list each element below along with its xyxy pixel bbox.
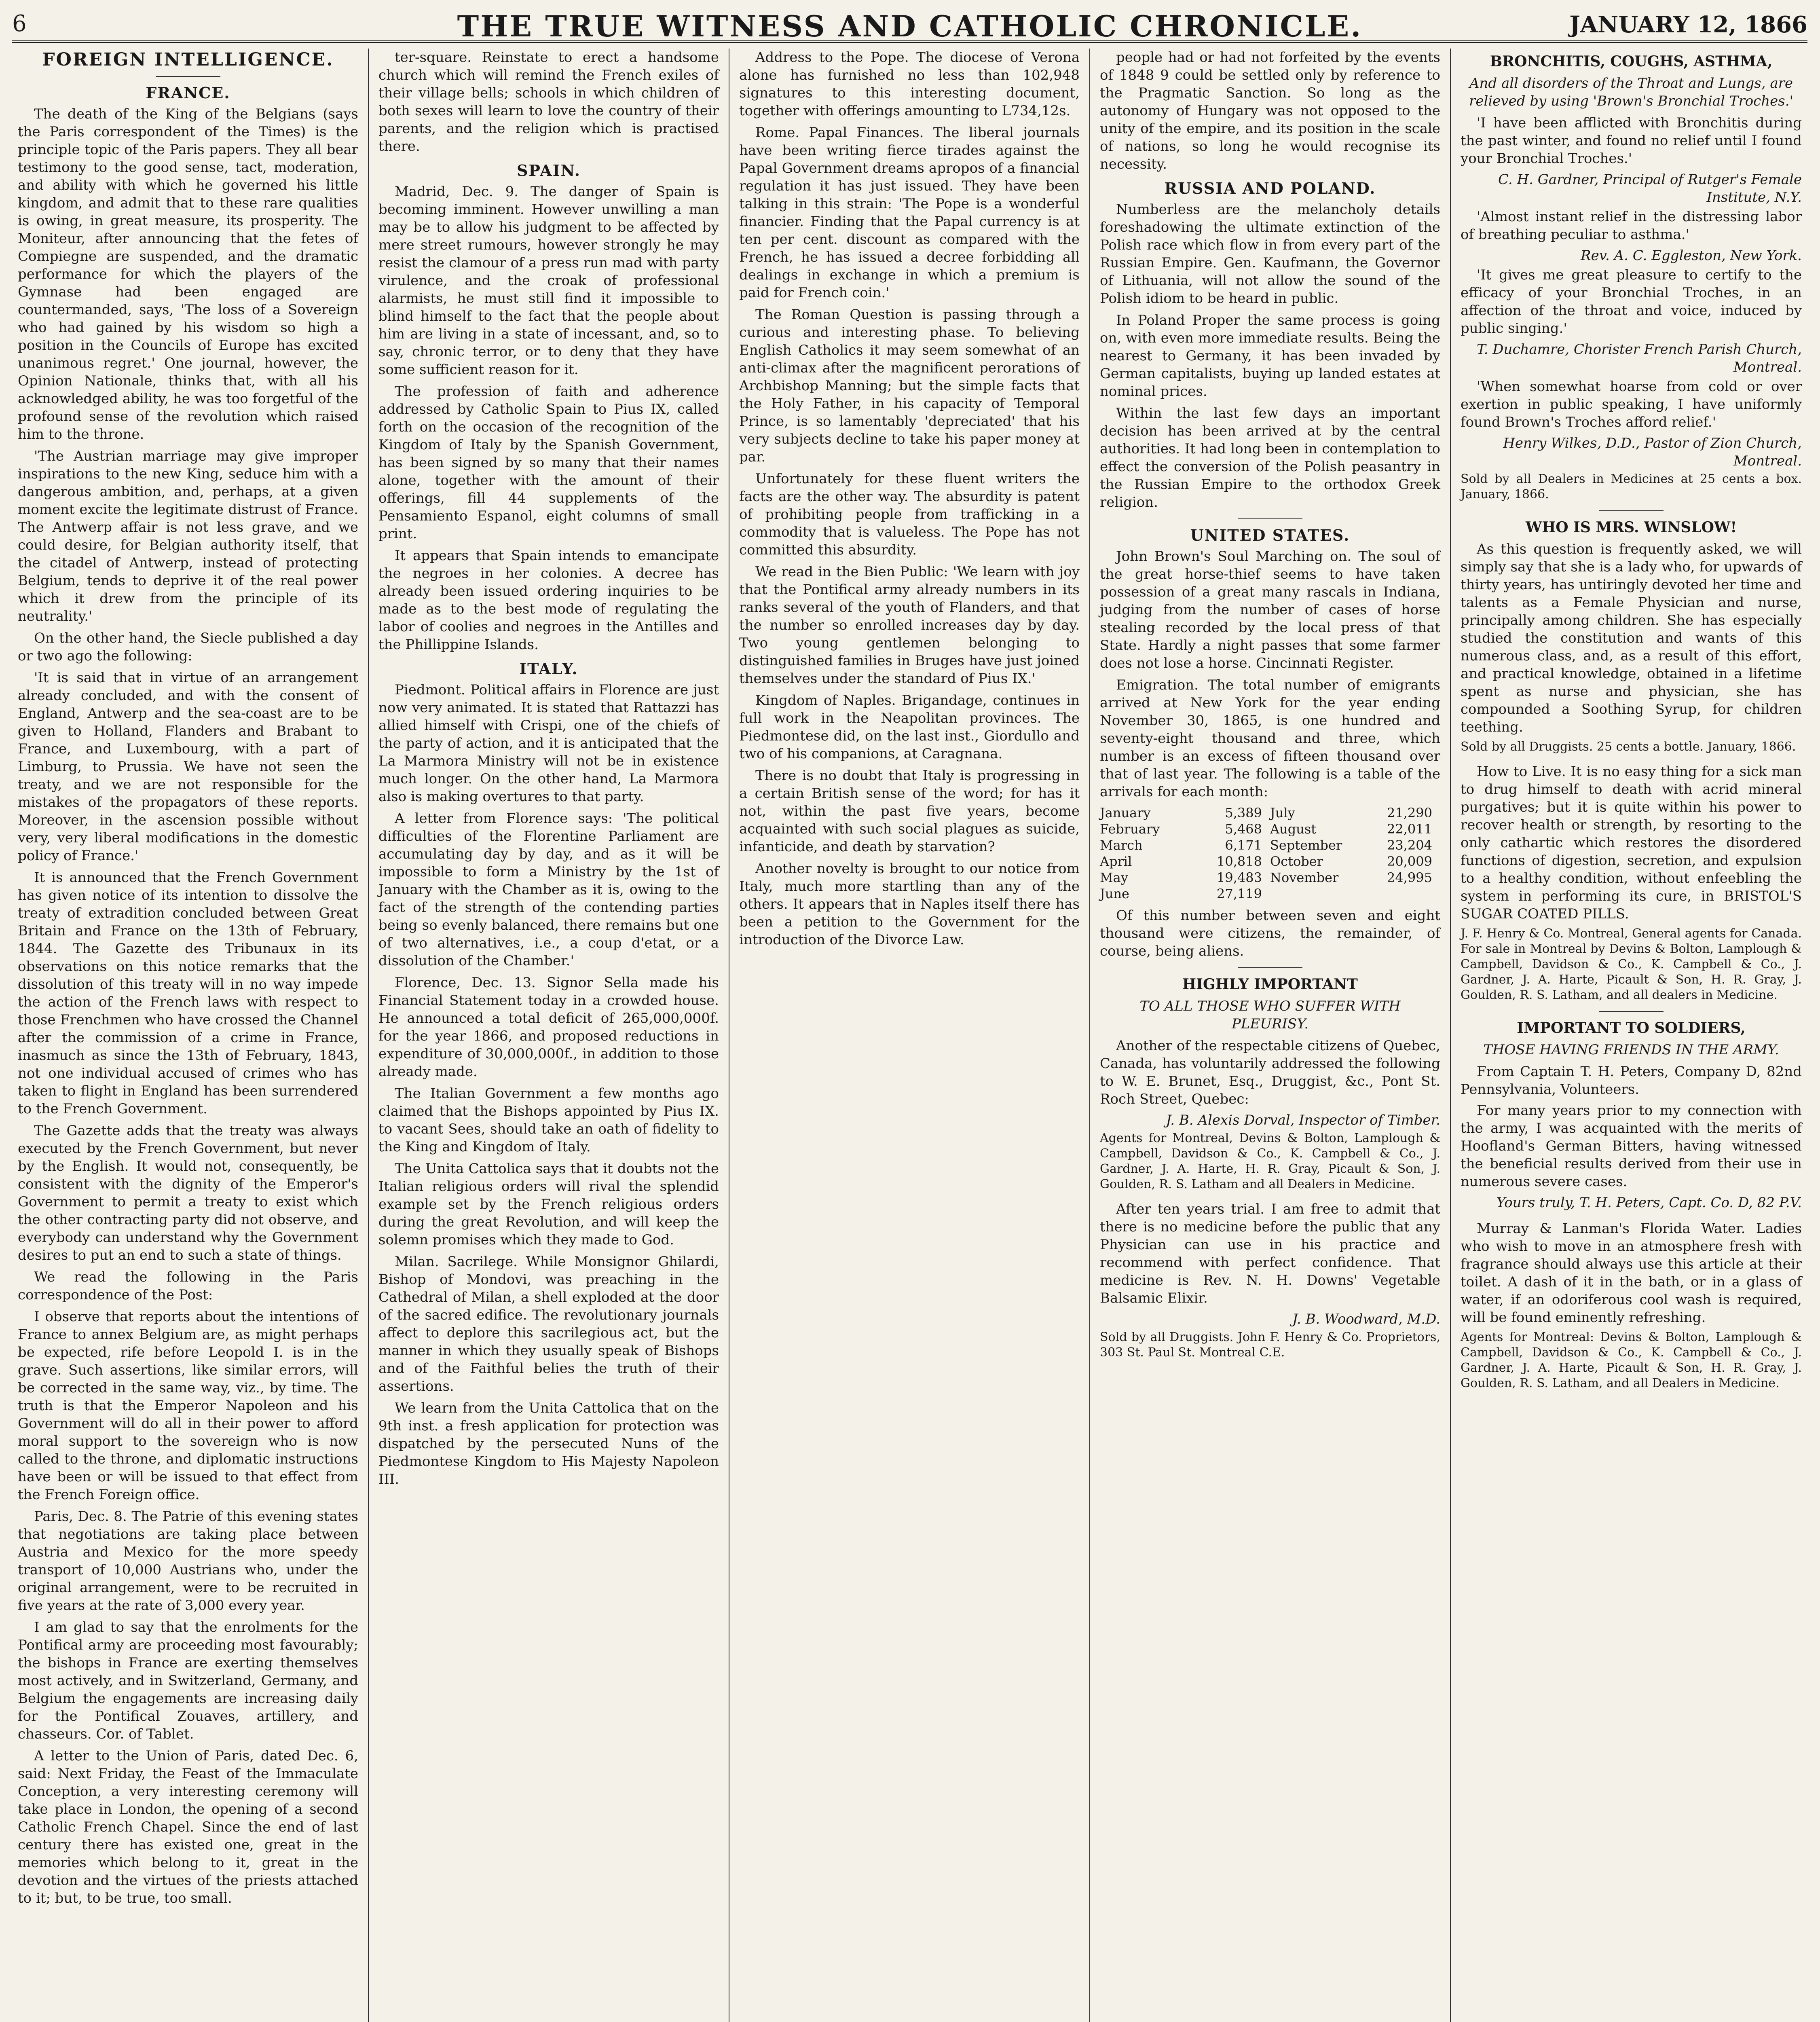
- column-5: [1451, 49, 1812, 2022]
- table-row: [1100, 886, 1440, 902]
- article-paragraph: Madrid, Dec. 9. The danger of Spain is becoming imminent. However unwilling a man may be to allow his judgment to be affected by mere street rumours, however strongly he may resist the clamour of a press run mad with party virulence, and the croak of professional alarmists, he must still find it impossible to blind himself to the fact that the people about him are living in a state of incessant, and, so to say, chronic terror, or to deny that they have some sufficient reason for it.: [378, 184, 719, 378]
- article-paragraph: A letter from Florence says: 'The political difficulties of the Florentine Parliament are accumulating day by day, and as it will be impossible to form a Ministry by the 1st of January with the Chamber as it is, owing to the fact of the strength of the contending parties being so evenly balanced, there remains but one of two alternatives, i.e., a coup d'etat, or a dissolution of the Chamber.': [378, 810, 719, 969]
- ad-title: BRONCHITIS, COUGHS, ASTHMA,: [1490, 53, 1773, 70]
- month-label: November: [1270, 870, 1339, 885]
- article-paragraph: Address to the Pope. The diocese of Verona alone has furnished no less than 102,948 signatures to this interesting document, together with offerings amounting to L734,12s.: [739, 49, 1080, 119]
- article-paragraph: 'It is said that in virtue of an arrangement already concluded, and with the consent of England, Antwerp and the sea-coast are to be given to Holland, Flanders and Brabant to France, and Luxembourg, with a part of Limburg, to Prussia. We have not seen the treaty, and we are not responsible for the mistakes of the propagators of these reports. Moreover, in the ascension possible without very, very liberal modifications in the domestic policy of France.': [18, 670, 358, 864]
- article-paragraph: Kingdom of Naples. Brigandage, continues in full work in the Neapolitan provinces. The Piedmontese did, on the last inst., Giordullo and two of his companions, at Caragnana.: [739, 692, 1080, 762]
- article-paragraph: A letter to the Union of Paris, dated Dec. 6, said: Next Friday, the Feast of the Immaculate Conception, a very interesting ceremony will take place in London, the opening of a second Catholic French Chapel. Since the end of last century there has existed one, great in the memories which belong to it, great in the devotion and the virtues of the priests attached to it; but, to be true, too small.: [18, 1748, 358, 1906]
- article-paragraph: Within the last few days an important decision has been arrived at by the central authorities. It had long been in contemplation to effect the conversion of the Polish peasantry in the Russian Empire to the orthodox Greek religion.: [1100, 405, 1440, 510]
- divider: [1599, 510, 1664, 511]
- arrival-count: 5,389: [1225, 805, 1262, 821]
- article-paragraph: There is no doubt that Italy is progressing in a certain British sense of the word; for has it not, within the past five years, become acquainted with such social plagues as suicide, infanticide, and death by starvation?: [739, 768, 1080, 855]
- page-number: 6: [12, 11, 27, 37]
- ad-title: HIGHLY IMPORTANT: [1182, 976, 1358, 993]
- month-label: May: [1100, 870, 1128, 885]
- article-paragraph: On the other hand, the Siecle published a day or two ago the following:: [18, 630, 358, 664]
- country-heading-russia-poland: RUSSIA AND POLAND.: [1164, 179, 1376, 197]
- table-cell: [1100, 886, 1270, 902]
- arrival-count: 10,818: [1217, 854, 1262, 869]
- ad-subtitle: THOSE HAVING FRIENDS IN THE ARMY.: [1483, 1042, 1779, 1058]
- masthead: [12, 8, 1807, 43]
- ad-title: WHO IS MRS. WINSLOW!: [1525, 519, 1737, 536]
- emigration-arrivals-table: [1100, 805, 1440, 902]
- month-label: March: [1100, 838, 1143, 853]
- month-label: February: [1100, 821, 1160, 837]
- article-paragraph: Florence, Dec. 13. Signor Sella made his Financial Statement today in a crowded house. He announced a total deficit of 265,000,000f. for the year 1866, and proposed reductions in expenditure of 30,000,000f., in addition to those already made.: [378, 975, 719, 1080]
- article-paragraph: The Unita Cattolica says that it doubts not the Italian religious orders will rival the splendid example set by the French religious orders during the great Revolution, and will keep the solemn promises which they made to God.: [378, 1161, 719, 1248]
- article-paragraph: Milan. Sacrilege. While Monsignor Ghilardi, Bishop of Mondovi, was preaching in the Cathedral of Milan, a shell exploded at the door of the sacred edifice. The revolutionary journals affect to deplore this sacrilegious act, but the manner in which they usually speak of Bishops and of the Faithful belies the truth of their assertions.: [378, 1254, 719, 1394]
- article-paragraph: Paris, Dec. 8. The Patrie of this evening states that negotiations are taking place between Austria and Mexico for the more speedy transport of 10,000 Austrians who, under the original arrangement, were to be recruited in five years at the rate of 3,000 every year.: [18, 1508, 358, 1614]
- testimonial: 'It gives me great pleasure to certify to the efficacy of your Bronchial Troches, in an affection of the throat and voice, induced by public singing.': [1461, 267, 1802, 336]
- arrival-count: 24,995: [1387, 870, 1432, 885]
- ad-subtitle: TO ALL THOSE WHO SUFFER WITH PLEURISY.: [1139, 998, 1401, 1032]
- table-cell: [1100, 837, 1270, 853]
- article-paragraph: We read the following in the Paris correspondence of the Post:: [18, 1269, 358, 1303]
- testimonial-signature: C. H. Gardner, Principal of Rutger's Female Institute, N.Y.: [1498, 171, 1802, 205]
- ad-signature: Yours truly, T. H. Peters, Capt. Co. D, 82 P.V.: [1496, 1195, 1802, 1211]
- ad-body: Murray & Lanman's Florida Water. Ladies who wish to move in an atmosphere fresh with fragrance should always use this article at their toilet. A dash of it in the bath, or in a glass of water, if an odoriferous cool wash is required, will be found eminently refreshing.: [1461, 1220, 1802, 1326]
- month-label: October: [1270, 854, 1323, 869]
- ad-sales-note: Sold by all Dealers in Medicines at 25 cents a box. January, 1866.: [1461, 472, 1802, 501]
- testimonial: 'I have been afflicted with Bronchitis during the past winter, and found no relief until I found your Bronchial Troches.': [1461, 115, 1802, 167]
- table-row: [1100, 869, 1440, 886]
- country-heading-france: FRANCE.: [146, 84, 230, 102]
- column-3: [729, 49, 1090, 2022]
- article-paragraph: Rome. Papal Finances. The liberal journals have been writing fierce tirades against the Papal Government dreams apropos of a financial regulation it has just issued. They have been talking in this strain: 'The Pope is a wonderful financier. Finding that the Papal currency is at ten per cent. discount as compared with the French, he has issued a decree forbidding all dealings in exchange in which a premium is paid for French coin.': [739, 125, 1080, 301]
- ad-body: After ten years trial. I am free to admit that there is no medicine before the public that any Physician can use in his practice and recommend with perfect confidence. That medicine is Rev. N. H. Downs' Vegetable Balsamic Elixir.: [1100, 1201, 1440, 1306]
- month-label: August: [1270, 821, 1317, 837]
- arrival-count: 5,468: [1225, 821, 1262, 837]
- article-paragraph: John Brown's Soul Marching on. The soul of the great horse-thief seems to have taken possession of a great many rascals in Indiana, judging from the number of cases of horse stealing recorded by the local press of that State. Hardly a night passes that some farmer does not lose a horse. Cincinnati Register.: [1100, 548, 1440, 671]
- ad-signature: J. B. Woodward, M.D.: [1292, 1311, 1440, 1327]
- ad-agents: Sold by all Druggists. John F. Henry & Co. Proprietors, 303 St. Paul St. Montreal C.E.: [1100, 1330, 1440, 1360]
- table-cell: [1100, 869, 1270, 886]
- advertisement-florida-water: [1461, 1220, 1802, 1391]
- article-paragraph: It is announced that the French Government has given notice of its intention to dissolve the treaty of extradition concluded between Great Britain and France on the 13th of February, 1844. The Gazette des Tribunaux in its observations on this notice remarks that the dissolution of this treaty will in no way impede the action of the French laws with respect to those Frenchmen who have crossed the Channel after the commission of a crime in France, inasmuch as since the 13th of February, 1843, not one individual accused of crimes who has taken to flight in England has been surrendered to the French Government.: [18, 869, 358, 1117]
- article-paragraph: Numberless are the melancholy details foreshadowing the ultimate extinction of the Polish race which flow in from every part of the Russian Empire. Gen. Kaufmann, the Governor of Lithuania, will not allow the sound of the Polish idiom to be heard in public.: [1100, 201, 1440, 307]
- ad-title: IMPORTANT TO SOLDIERS,: [1517, 1019, 1746, 1036]
- arrival-count: 20,009: [1387, 854, 1432, 869]
- advertisement-soldiers: [1461, 1019, 1802, 1212]
- table-cell: [1100, 853, 1270, 869]
- article-paragraph: ter-square. Reinstate to erect a handsome church which will remind the French exiles of their village bells; schools in which children of both sexes will learn to love the country of their parents, and the religion which is practised there.: [378, 49, 719, 154]
- table-row: [1100, 821, 1440, 837]
- arrival-count: 21,290: [1387, 805, 1432, 821]
- columns: [8, 49, 1812, 2022]
- article-paragraph: We learn from the Unita Cattolica that on the 9th inst. a fresh application for protection was dispatched by the persecuted Nuns of the Piedmontese Kingdom to His Majesty Napoleon III.: [378, 1400, 719, 1487]
- month-label: April: [1100, 854, 1132, 869]
- month-label: January: [1100, 805, 1151, 821]
- ad-body: Another of the respectable citizens of Quebec, Canada, has voluntarily addressed the following to W. E. Brunet, Esq., Druggist, &c., Pont St. Roch Street, Quebec:: [1100, 1038, 1440, 1107]
- ad-signature: J. B. Alexis Dorval, Inspector of Timber.: [1166, 1112, 1440, 1128]
- advertisement-bristols-pills: [1461, 763, 1802, 1003]
- article-paragraph: The profession of faith and adherence addressed by Catholic Spain to Pius IX, called forth on the occasion of the recognition of the Kingdom of Italy by the Spanish Government, has been signed by so many that their names alone, together with the amount of their offerings, fill 44 supplements of the Pensamiento Espanol, eight columns of small print.: [378, 383, 719, 542]
- table-cell: [1100, 805, 1270, 821]
- table-cell: [1270, 853, 1440, 869]
- column-4: [1090, 49, 1451, 2022]
- article-paragraph: We read in the Bien Public: 'We learn with joy that the Pontifical army already numbers in its ranks several of the youth of Flanders, and that the number so enrolled increases day by day. Two young gentlemen belonging to distinguished families in Bruges have just joined themselves under the standard of Pius IX.': [739, 564, 1080, 687]
- ad-sales-note: Sold by all Druggists. 25 cents a bottle. January, 1866.: [1461, 740, 1796, 754]
- article-paragraph: I am glad to say that the enrolments for the Pontifical army are proceeding most favourably; the bishops in France are exerting themselves most actively, and in Switzerland, Germany, and Belgium the engagements are increasing daily for the Pontifical Zouaves, artillery, and chasseurs. Cor. of Tablet.: [18, 1619, 358, 1742]
- divider: [1238, 518, 1302, 519]
- country-heading-italy: ITALY.: [519, 660, 578, 678]
- ad-lead: From Captain T. H. Peters, Company D, 82nd Pennsylvania, Volunteers.: [1461, 1064, 1802, 1098]
- country-heading-united-states: UNITED STATES.: [1190, 526, 1350, 544]
- testimonial: 'When somewhat hoarse from cold or over exertion in public speaking, I have uniformly found Brown's Troches afford relief.': [1461, 379, 1802, 430]
- ad-body: How to Live. It is no easy thing for a sick man to drug himself to death with acrid mineral purgatives; but it is quite within his power to recover health or strength, by resorting to the only cathartic which restores the disordered functions of digestion, secretion, and expulsion to a healthy condition, without enfeebling the system in performing its cure, in BRISTOL'S SUGAR COATED PILLS.: [1461, 764, 1802, 922]
- article-paragraph: 'The Austrian marriage may give improper inspirations to the new King, seduce him with a dangerous ambition, and, perhaps, at a given moment excite the legitimate distrust of France. The Antwerp affair is not less grave, and we could desire, for Belgian authority itself, that the citadel of Antwerp, instead of protecting Belgium, tends to deprive it of the real power which it drew from the principle of its neutrality.': [18, 448, 358, 624]
- testimonial-signature: T. Duchamre, Chorister French Parish Church, Montreal.: [1476, 341, 1802, 375]
- advertisement-balsamic-elixir: [1100, 1200, 1440, 1360]
- testimonial-signature: Henry Wilkes, D.D., Pastor of Zion Church, Montreal.: [1503, 435, 1802, 469]
- arrival-count: 27,119: [1217, 886, 1262, 901]
- article-paragraph: The Italian Government a few months ago claimed that the Bishops appointed by Pius IX. to vacant Sees, should take an oath of fidelity to the King and Kingdom of Italy.: [378, 1085, 719, 1155]
- table-cell: [1270, 869, 1440, 886]
- divider: [1238, 967, 1302, 968]
- article-paragraph: The Gazette adds that the treaty was always executed by the French Government, but never by the English. It would not, consequently, be consistent with the dignity of the Emperor's Government to permit a treaty to exist which the other contracting party did not observe, and everybody can understand why the Government desires to put an end to such a state of things.: [18, 1123, 358, 1263]
- ad-body: For many years prior to my connection with the army, I was acquainted with the merits of Hoofland's German Bitters, having witnessed the beneficial results derived from their use in numerous severe cases.: [1461, 1102, 1802, 1190]
- issue-date: JANUARY 12, 1866: [1569, 11, 1807, 38]
- article-paragraph: Emigration. The total number of emigrants arrived at New York for the year ending November 30, 1865, is one hundred and seventy-eight thousand and three, which number is an excess of fifteen thousand over that of last year. The following is a table of the arrivals for each month:: [1100, 677, 1440, 800]
- newspaper-title: THE TRUE WITNESS AND CATHOLIC CHRONICLE.: [457, 9, 1363, 43]
- ad-agents: Agents for Montreal: Devins & Bolton, Lamplough & Campbell, Davidson & Co., K. Campbell & Co., J. Gardner, J. A. Harte, Picault & Son, H. R. Gray, J. Goulden, R. S. Latham, and all Dealers in Medicine.: [1461, 1330, 1802, 1390]
- table-row: [1100, 853, 1440, 869]
- arrival-count: 22,011: [1387, 821, 1432, 837]
- article-paragraph: Another novelty is brought to our notice from Italy, much more startling than any of the others. It appears that in Naples itself there has been a petition to the Government for the introduction of the Divorce Law.: [739, 861, 1080, 948]
- article-paragraph: Of this number between seven and eight thousand were citizens, the remainder, of course, being aliens.: [1100, 907, 1440, 959]
- table-cell: [1100, 821, 1270, 837]
- article-paragraph: In Poland Proper the same process is going on, with even more immediate results. Being the nearest to Germany, it has been invaded by German capitalists, buying up landed estates at nominal prices.: [1100, 312, 1440, 400]
- article-paragraph: I observe that reports about the intentions of France to annex Belgium are, as might perhaps be expected, rife before Leopold I. is in the grave. Such assertions, like similar errors, will be corrected in the same way, viz., by time. The truth is that the Emperor Napoleon and his Government will do all in their power to afford moral support to the sovereign who is now called to the throne, and diplomatic instructions have been or will be issued to that effect from the French Foreign office.: [18, 1309, 358, 1503]
- month-label: June: [1100, 886, 1129, 901]
- column-1: [8, 49, 369, 2022]
- table-cell: [1270, 805, 1440, 821]
- article-paragraph: The death of the King of the Belgians (says the Paris correspondent of the Times) is the principle topic of the Paris papers. They all bear testimony to the good sense, tact, moderation, and ability with which he governed his little kingdom, and admit that to these rare qualities is owing, in great measure, its prosperity. The Moniteur, after announcing that the fetes of Compiegne are suspended, and the dramatic performance for which the players of the Gymnase had been engaged are countermanded, says, 'The loss of a Sovereign who had gained by his wisdom so high a position in the Councils of Europe has excited unanimous regret.' One journal, however, the Opinion Nationale, thinks that, with all his acknowledged ability, he was too forgetful of the profound sense of the revolution which raised him to the throne.: [18, 106, 358, 442]
- ad-body: As this question is frequently asked, we will simply say that she is a lady who, for upwards of thirty years, has untiringly devoted her time and talents as a Female Physician and nurse, principally among children. She has especially studied the constitution and wants of this numerous class, and, as a result of this effort, and practical knowledge, obtained in a lifetime spent as nurse and physician, she has compounded a Soothing Syrup, for children teething.: [1461, 541, 1802, 735]
- advertisement-mrs-winslow: [1461, 518, 1802, 755]
- column-2: [369, 49, 729, 2022]
- table-row: [1100, 805, 1440, 821]
- divider: [1599, 1011, 1664, 1012]
- ad-agents: Agents for Montreal, Devins & Bolton, Lamplough & Campbell, Davidson & Co., K. Campbell & Co., J. Gardner, J. A. Harte, H. R. Gray, Picault & Son, J. Goulden, R. S. Latham and all Dealers in Medicine.: [1100, 1131, 1440, 1191]
- arrival-count: 19,483: [1217, 870, 1262, 885]
- month-label: September: [1270, 838, 1342, 853]
- table-cell: [1270, 821, 1440, 837]
- divider: [156, 76, 220, 77]
- article-paragraph: people had or had not forfeited by the events of 1848 9 could be settled only by reference to the Pragmatic Sanction. So long as the autonomy of Hungary was not opposed to the unity of the empire, and its position in the scale of nations, so long he would recognise its necessity.: [1100, 49, 1440, 172]
- table-row: [1100, 837, 1440, 853]
- testimonial: 'Almost instant relief in the distressing labor of breathing peculiar to asthma.': [1461, 209, 1802, 243]
- testimonial-signature: Rev. A. C. Eggleston, New York.: [1581, 247, 1802, 264]
- table-cell: [1270, 886, 1440, 902]
- article-paragraph: The Roman Question is passing through a curious and interesting phase. To believing English Catholics it may seem somewhat of an anti-climax after the magnificent perorations of Archbishop Manning; but the simple facts that the Holy Father, in his capacity of Temporal Prince, is so lamentably 'depreciated' that his very subjects decline to take his paper money at par.: [739, 307, 1080, 465]
- country-heading-spain: SPAIN.: [516, 161, 581, 180]
- month-label: July: [1270, 805, 1295, 821]
- section-heading: FOREIGN INTELLIGENCE.: [42, 49, 334, 70]
- table-cell: [1270, 837, 1440, 853]
- article-paragraph: It appears that Spain intends to emancipate the negroes in her colonies. A decree has already been issued ordering inquiries to be made as to the best mode of regulating the labor of coolies and negroes in the Antilles and the Phillippine Islands.: [378, 548, 719, 653]
- ad-subtitle: And all disorders of the Throat and Lungs, are relieved by using 'Brown's Bronchial Troches.': [1469, 75, 1793, 109]
- arrival-count: 6,171: [1225, 838, 1262, 853]
- article-paragraph: Unfortunately for these fluent writers the facts are the other way. The absurdity is patent of prohibiting people from trafficking in a commodity that is valueless. The Pope has not committed this absurdity.: [739, 471, 1080, 558]
- advertisement-pleurisy: [1100, 975, 1440, 1192]
- article-paragraph: Piedmont. Political affairs in Florence are just now very animated. It is stated that Rattazzi has allied himself with Crispi, one of the chiefs of the party of action, and it is anticipated that the La Marmora Ministry will not be in existence much longer. On the other hand, La Marmora also is making overtures to that party.: [378, 682, 719, 805]
- advertisement-bronchial-troches: [1461, 53, 1802, 502]
- arrival-count: 23,204: [1387, 838, 1432, 853]
- ad-agents: J. F. Henry & Co. Montreal, General agents for Canada. For sale in Montreal by Devins & Bolton, Lamplough & Campbell, Davidson & Co., K. Campbell & Co., J. Gardner, J. A. Harte, Picault & Son, H. R. Gray, J. Goulden, R. S. Latham, and all dealers in Medicine.: [1461, 926, 1802, 1002]
